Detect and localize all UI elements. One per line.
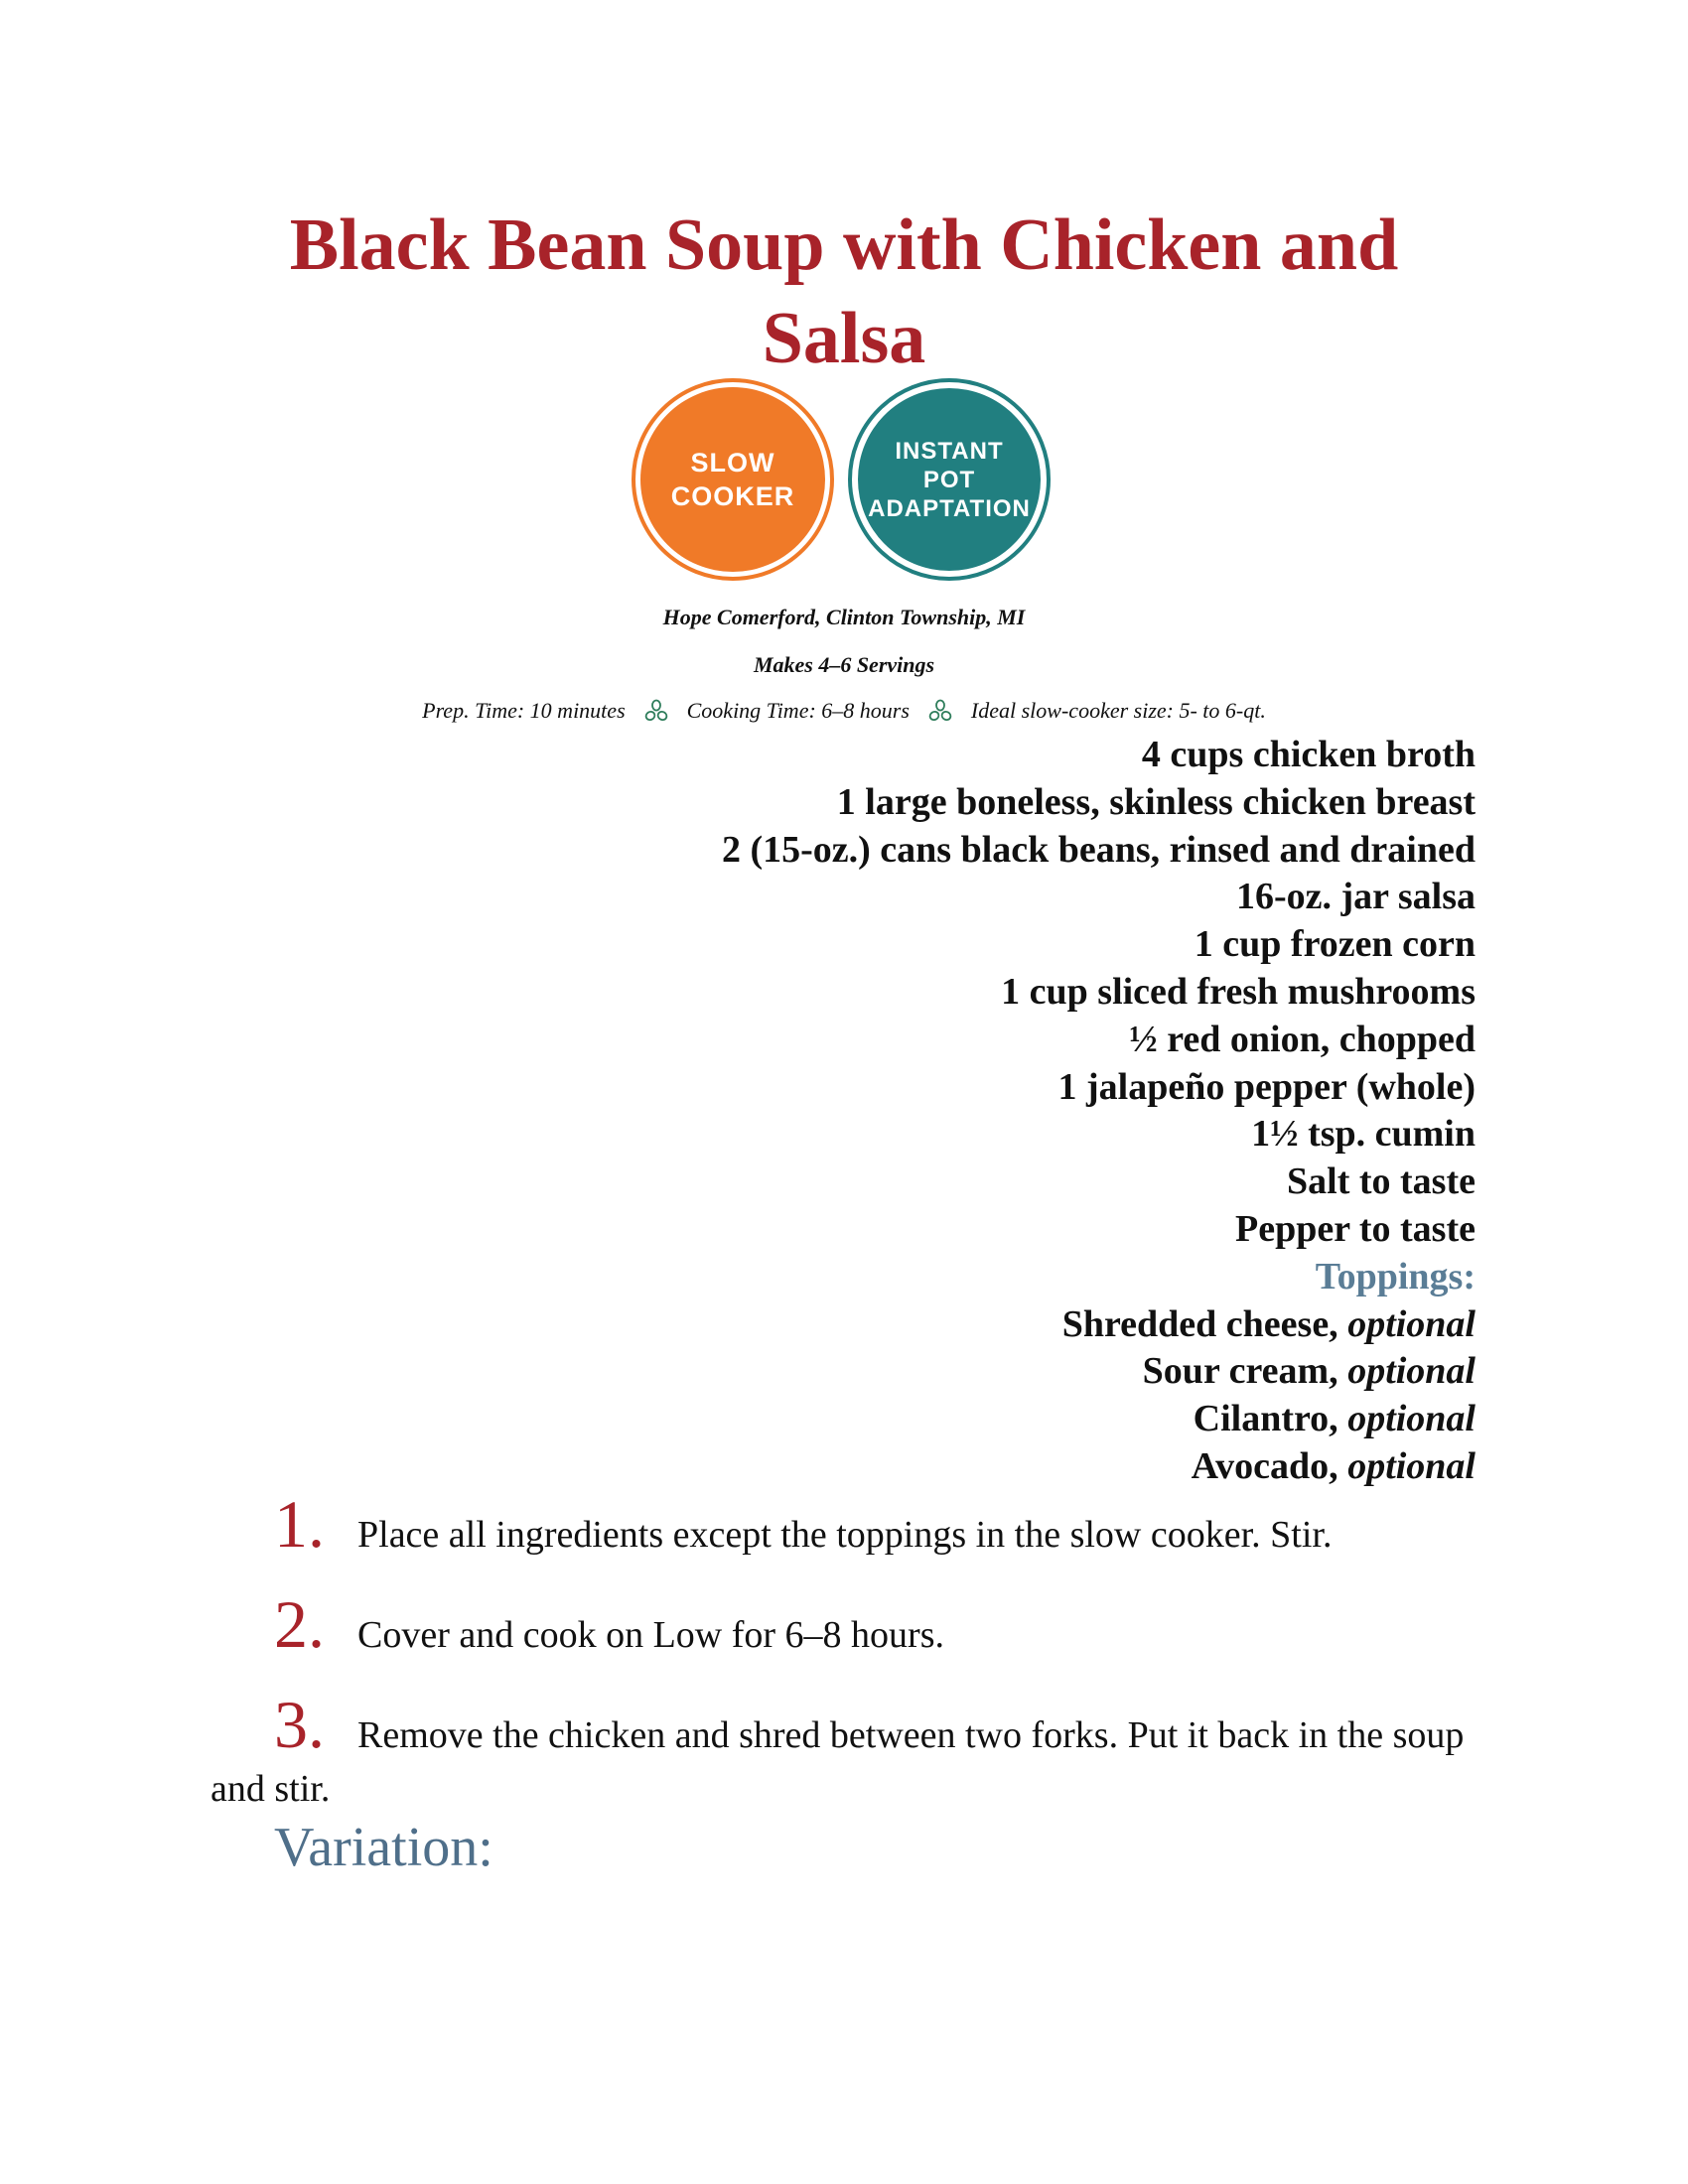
variation-heading: Variation:	[274, 1817, 493, 1878]
ingredient-item: 1 large boneless, skinless chicken breast	[836, 780, 1476, 823]
trefoil-icon	[643, 698, 669, 724]
recipe-times	[199, 698, 1489, 724]
ingredient-item: Salt to taste	[1287, 1160, 1476, 1203]
topping-note: optional	[1347, 1398, 1476, 1440]
topping-name: Cilantro,	[1193, 1398, 1338, 1440]
prep-time: Prep. Time: 10 minutes	[422, 698, 626, 723]
cooking-time: Cooking Time: 6–8 hours	[686, 698, 910, 723]
page-title: Black Bean Soup with Chicken and Salsa	[289, 205, 1399, 379]
ingredient-item: 1 cup sliced fresh mushrooms	[1001, 970, 1476, 1013]
step-number: 1.	[274, 1486, 325, 1562]
instruction-step	[211, 1687, 1491, 1816]
recipe-servings: Makes 4–6 Servings	[753, 652, 935, 677]
ingredient-list	[496, 732, 1476, 1491]
ingredient-item: Pepper to taste	[1234, 1207, 1476, 1250]
slow-cooker-size: Ideal slow-cooker size: 5- to 6-qt.	[970, 698, 1266, 723]
step-number: 3.	[274, 1687, 325, 1762]
instant-pot-badge-label: INSTANT POT ADAPTATION	[868, 437, 1031, 522]
topping-item	[496, 1348, 1476, 1396]
topping-note: optional	[1347, 1350, 1476, 1393]
toppings-heading: Toppings:	[1315, 1255, 1476, 1297]
ingredient-item: 1 cup frozen corn	[1194, 923, 1476, 966]
method-badges	[632, 378, 1058, 587]
topping-item	[496, 1396, 1476, 1443]
ingredient-item: 1 jalapeño pepper (whole)	[1057, 1065, 1476, 1108]
instant-pot-badge	[848, 378, 1051, 581]
topping-item	[496, 1443, 1476, 1491]
slow-cooker-badge-label: SLOW COOKER	[670, 448, 795, 511]
topping-note: optional	[1347, 1444, 1476, 1487]
step-number: 2.	[274, 1586, 325, 1662]
instruction-step	[211, 1586, 1491, 1662]
ingredient-item: 4 cups chicken broth	[1141, 734, 1476, 775]
topping-name: Sour cream,	[1142, 1350, 1338, 1393]
ingredient-item: 2 (15-oz.) cans black beans, rinsed and drained	[721, 828, 1476, 871]
step-text: Cover and cook on Low for 6–8 hours.	[357, 1614, 945, 1656]
ingredient-item: 1½ tsp. cumin	[1251, 1113, 1476, 1156]
instruction-step	[211, 1486, 1491, 1562]
trefoil-icon	[927, 698, 953, 724]
topping-item	[496, 1301, 1476, 1349]
ingredient-item: ½ red onion, chopped	[1129, 1018, 1476, 1060]
topping-name: Shredded cheese,	[1061, 1302, 1338, 1345]
slow-cooker-badge	[632, 378, 834, 581]
instruction-steps	[211, 1486, 1491, 1816]
ingredient-item: 16-oz. jar salsa	[1236, 876, 1476, 918]
topping-name: Avocado,	[1191, 1444, 1338, 1487]
step-text: Place all ingredients except the toppings in the slow cooker. Stir.	[357, 1514, 1333, 1556]
topping-note: optional	[1347, 1302, 1476, 1345]
step-text: Remove the chicken and shred between two forks. Put it back in the soup and stir.	[211, 1714, 1465, 1810]
recipe-author: Hope Comerford, Clinton Township, MI	[662, 605, 1026, 629]
